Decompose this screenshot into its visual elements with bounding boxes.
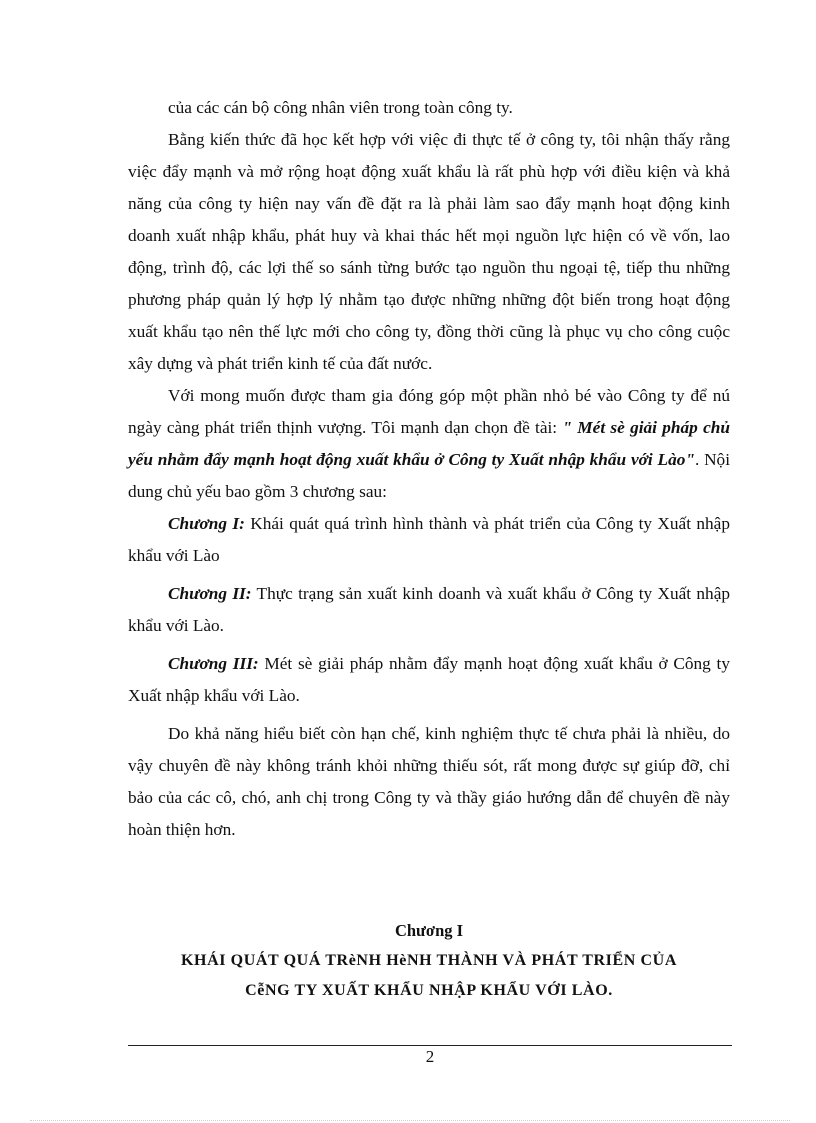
paragraph-closing: Do khả năng hiểu biết còn hạn chế, kinh nghiệm thực tế chưa phải là nhiều, do vậy chuyên đề này không tránh khỏi những thiếu sót, rất mong được sự giúp đỡ, chỉ bảo của các cô, chó, anh chị trong Công ty và thầy giáo hướng dẫn để chuyên đề này hoàn thiện hơn. <box>128 724 730 839</box>
topic-trail-text: . Nội dung chủ yếu bao gồm 3 chương sau: <box>128 450 731 501</box>
chapter-1-text: Khái quát quá trình hình thành và phát triển của Công ty Xuất nhập khẩu với Lào <box>128 514 730 565</box>
chapter-2-label: Chương II: <box>168 584 252 603</box>
chapter-1-summary <box>128 508 730 572</box>
chapter-3-text: Mét sè giải pháp nhằm đẩy mạnh hoạt động xuất khẩu ở Công ty Xuất nhập khẩu với Lào. <box>128 654 730 705</box>
paragraph-intro: Bằng kiến thức đã học kết hợp với việc đi thực tế ở công ty, tôi nhận thấy rằng việc đẩy mạnh và mở rộng hoạt động xuất khẩu là rất phù hợp với điều kiện và khả năng của công ty hiện nay vấn đề đặt ra là phải làm sao đẩy mạnh hoạt động kinh doanh xuất nhập khẩu, phát huy và khai thác hết mọi nguồn lực hiện có về vốn, lao động, trình độ, các lợi thế so sánh từng bước tạo nguồn thu ngoại tệ, tiếp thu những phương pháp quản lý hợp lý nhằm tạo được những những đột biến trong hoạt động xuất khẩu tạo nên thế lực mới cho công ty, đồng thời cũng là phục vụ cho công cuộc xây dựng và phát triển kinh tế của đất nước. <box>128 130 730 373</box>
topic-title: " Mét sè giải pháp chủ yếu nhằm đẩy mạnh hoạt động xuất khẩu ở Công ty Xuất nhập khẩu với Lào" <box>128 418 730 469</box>
topic-lead-text: Với mong muốn được tham gia đóng góp một phần nhỏ bé vào Công ty để nú ngày càng phát triển thịnh vượng. Tôi mạnh dạn chọn đề tài: <box>128 386 730 437</box>
page-number: 2 <box>425 1047 435 1066</box>
chapter-2-summary <box>128 578 730 642</box>
paragraph-continuation: của các cán bộ công nhân viên trong toàn công ty. <box>168 98 513 117</box>
paragraph-topic <box>128 380 730 508</box>
chapter-number: Chương I <box>394 921 464 940</box>
body-text <box>128 92 730 846</box>
chapter-2-text: Thực trạng sản xuất kinh doanh và xuất khẩu ở Công ty Xuất nhập khẩu với Lào. <box>128 584 731 635</box>
chapter-3-summary <box>128 648 730 712</box>
chapter-title-line-1: KHÁI QUÁT QUÁ TRèNH HèNH THÀNH VÀ PHÁT TRIỂN CỦA <box>181 952 677 969</box>
chapter-3-label: Chương III: <box>168 654 259 673</box>
chapter-1-label: Chương I: <box>168 514 245 533</box>
page-bottom-edge <box>30 1120 790 1121</box>
chapter-title-line-2: CễNG TY XUẤT KHẨU NHẬP KHẨU VỚI LÀO. <box>245 982 613 999</box>
footer-divider <box>128 1045 732 1046</box>
chapter-heading <box>128 916 730 1006</box>
